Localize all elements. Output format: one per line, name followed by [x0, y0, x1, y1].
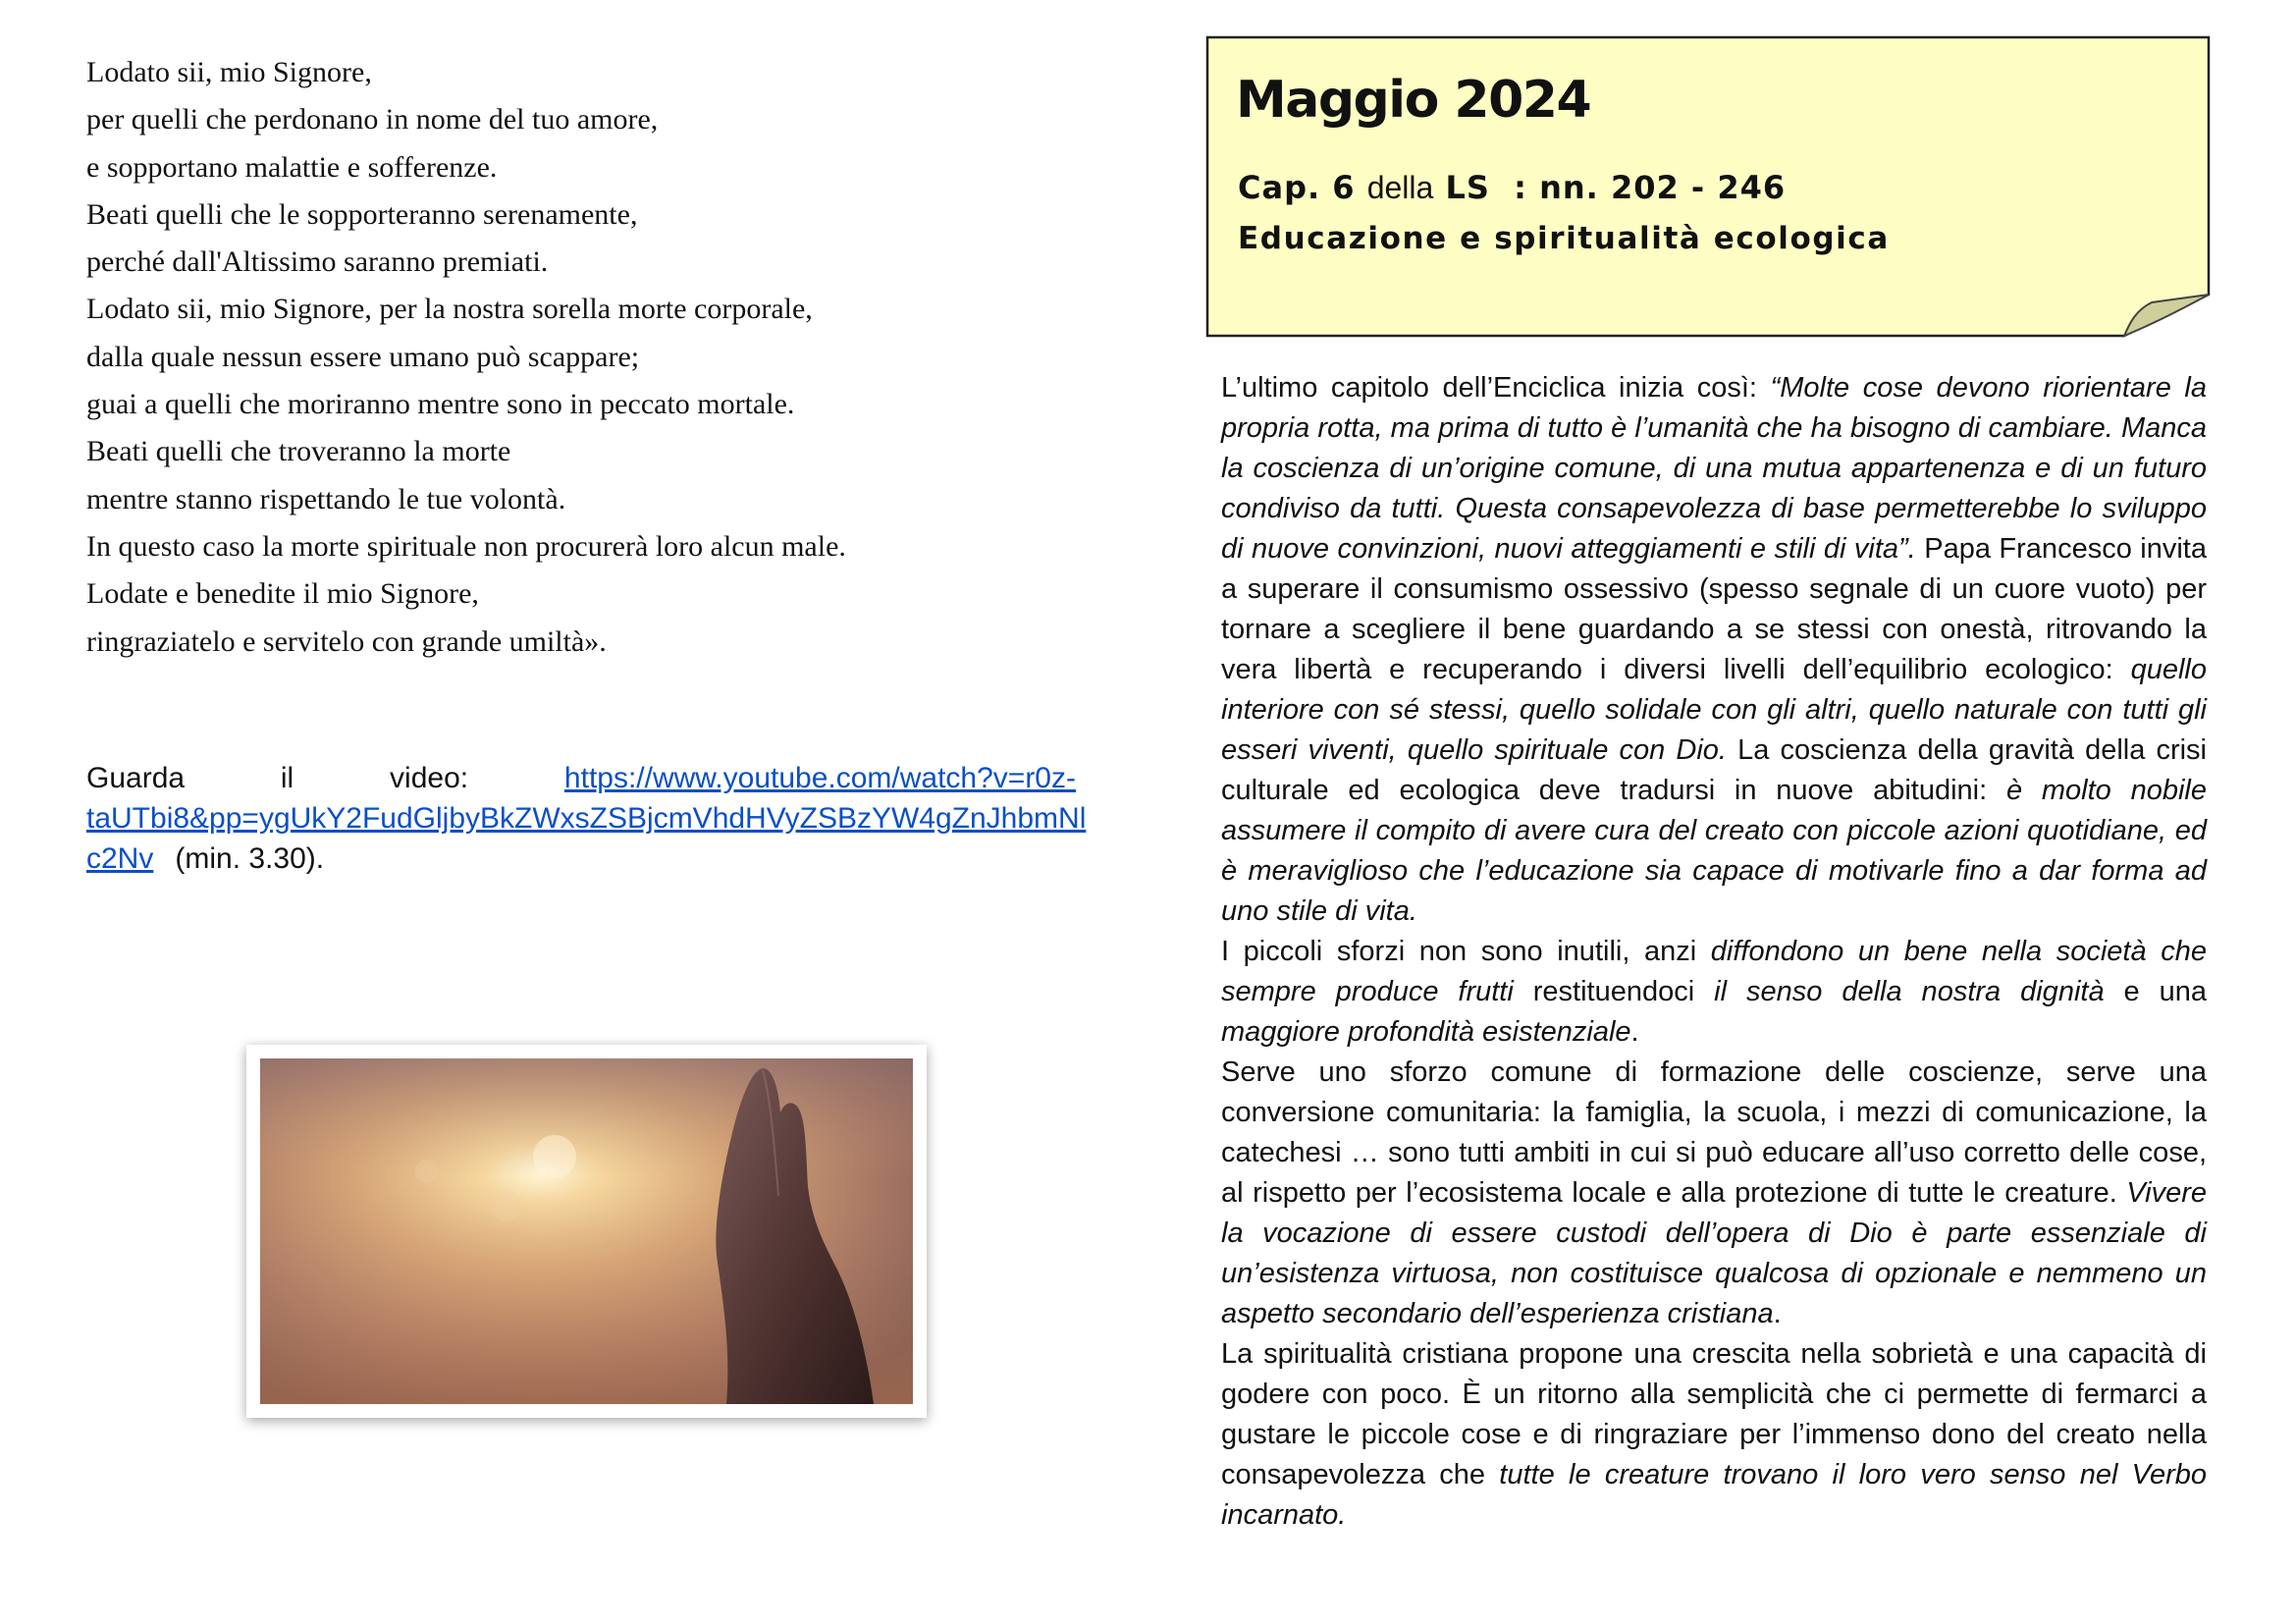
praying-hands-sunset-image	[260, 1058, 913, 1404]
chapter-ls: LS	[1445, 169, 1490, 206]
video-link[interactable]: https://www.youtube.com/watch?v=r0z-	[563, 762, 1076, 794]
video-word-video: video:	[390, 762, 469, 794]
emphasis-run: Vivere la vocazione di essere custodi dell’opera di Dio è parte essenziale di un’esistenza virtuosa, non costituisce qualcosa di opzionale e nemmeno un aspetto secondario dell’esperienza cristiana	[1221, 1177, 2207, 1329]
poem-line: Beati quelli che le sopporteranno serenamente,	[86, 197, 638, 231]
video-link-end[interactable]: c2Nv	[86, 842, 154, 875]
text-run: Papa Francesco invita a superare il consumismo ossessivo (spesso segnale di un cuore vuoto) per tornare a scegliere il bene guardando a se stessi con onestà, ritrovando la vera libertà e recuperando i diversi livelli dell’equilibrio ecologico:	[1221, 533, 2207, 685]
text-run: L’ultimo capitolo dell’Enciclica inizia così:	[1221, 372, 1771, 404]
chapter-numbers: : nn. 202 - 246	[1514, 169, 1787, 206]
emphasis-run: è molto nobile assumere il compito di avere cura del creato con piccole azioni quotidiane, ed è meraviglioso che l’educazione sia capace di motivarle fino a dar forma ad uno stile di vita.	[1221, 775, 2207, 927]
text-run: e una	[2104, 976, 2207, 1007]
chapter-reference	[1238, 169, 1786, 206]
video-reference	[86, 758, 1087, 879]
month-title: Maggio 2024	[1236, 71, 1591, 130]
text-run: La spiritualità cristiana propone una crescita nella sobrietà e una capacità di godere con poco. È un ritorno alla semplicità che ci permette di fermarci a gustare le piccole cose e di ringraziare per l’immenso dono del creato nella consapevolezza che	[1221, 1338, 2207, 1490]
poem-line: perché dall'Altissimo saranno premiati.	[86, 245, 549, 279]
text-run: restituendoci	[1513, 976, 1715, 1007]
text-run: Serve uno sforzo comune di formazione delle coscienze, serve una conversione comunitaria: la famiglia, la scuola, i mezzi di comunicazione, la catechesi … sono tutti ambiti in cui si può educare all’uso corretto delle cose, al rispetto per l’ecosistema locale e alla protezione di tutte le creature.	[1221, 1056, 2207, 1209]
emphasis-run: tutte le creature trovano il loro vero senso nel Verbo incarnato.	[1221, 1459, 2207, 1531]
chapter-number: Cap. 6	[1238, 169, 1356, 206]
poem-line: per quelli che perdonano in nome del tuo amore,	[86, 103, 659, 136]
article-paragraph	[1221, 1053, 2207, 1334]
quote-run: “Molte cose devono riorientare la propria rotta, ma prima di tutto è l’umanità che ha bisogno di cambiare. Manca la coscienza di un’origine comune, di una mutua appartenenza e di un futuro condiviso da tutti. Questa consapevolezza di base permetterebbe lo sviluppo di nuove convinzioni, nuovi atteggiamenti e stili di vita”.	[1221, 372, 2208, 565]
emphasis-run: quello interiore con sé stessi, quello solidale con gli altri, quello naturale con tutti gli esseri viventi, quello spirituale con Dio.	[1221, 654, 2207, 766]
poem-line: ringraziatelo e servitelo con grande umiltà».	[86, 624, 607, 658]
poem-line: In questo caso la morte spirituale non procurerà loro alcun male.	[86, 529, 846, 563]
video-word-guarda: Guarda	[86, 762, 186, 794]
poem-line: guai a quelli che moriranno mentre sono in peccato mortale.	[86, 388, 795, 421]
poem-line: mentre stanno rispettando le tue volontà.	[86, 482, 566, 515]
chapter-della: della	[1366, 170, 1434, 205]
article-paragraph	[1221, 932, 2207, 1053]
poem-line: Beati quelli che troveranno la morte	[86, 435, 511, 468]
article-paragraph	[1221, 1334, 2207, 1536]
emphasis-run: maggiore profondità esistenziale	[1221, 1016, 1631, 1048]
text-run: La coscienza della gravità della crisi culturale ed ecologica deve tradursi in nuove abitudini:	[1221, 734, 2207, 806]
article-paragraph	[1221, 368, 2207, 932]
article-body	[1221, 368, 2207, 1536]
text-run: .	[1773, 1298, 1782, 1329]
text-run: I piccoli sforzi non sono inutili, anzi	[1221, 936, 1711, 967]
video-word-il: il	[280, 762, 294, 794]
emphasis-run: diffondono un bene nella società che sempre produce frutti	[1221, 936, 2207, 1007]
poem-line: Lodate e benedite il mio Signore,	[86, 577, 479, 611]
text-run: .	[1630, 1016, 1639, 1048]
poem-line: e sopportano malattie e sofferenze.	[86, 150, 498, 184]
poem-line: Lodato sii, mio Signore, per la nostra sorella morte corporale,	[86, 293, 813, 326]
poem-line: dalla quale nessun essere umano può scappare;	[86, 340, 640, 373]
praying-hands-photo	[246, 1045, 927, 1418]
month-header-note	[1205, 35, 2211, 338]
poem	[86, 49, 1068, 666]
video-link-continued[interactable]: taUTbi8&pp=ygUkY2FudGljbyBkZWxsZSBjcmVhdHVyZSBzYW4gZnJhbmNl	[86, 802, 1087, 835]
poem-line: Lodato sii, mio Signore,	[86, 56, 372, 88]
chapter-subtitle: Educazione e spiritualità ecologica	[1238, 221, 1890, 256]
video-duration: (min. 3.30).	[175, 842, 325, 875]
emphasis-run: il senso della nostra dignità	[1714, 976, 2105, 1007]
